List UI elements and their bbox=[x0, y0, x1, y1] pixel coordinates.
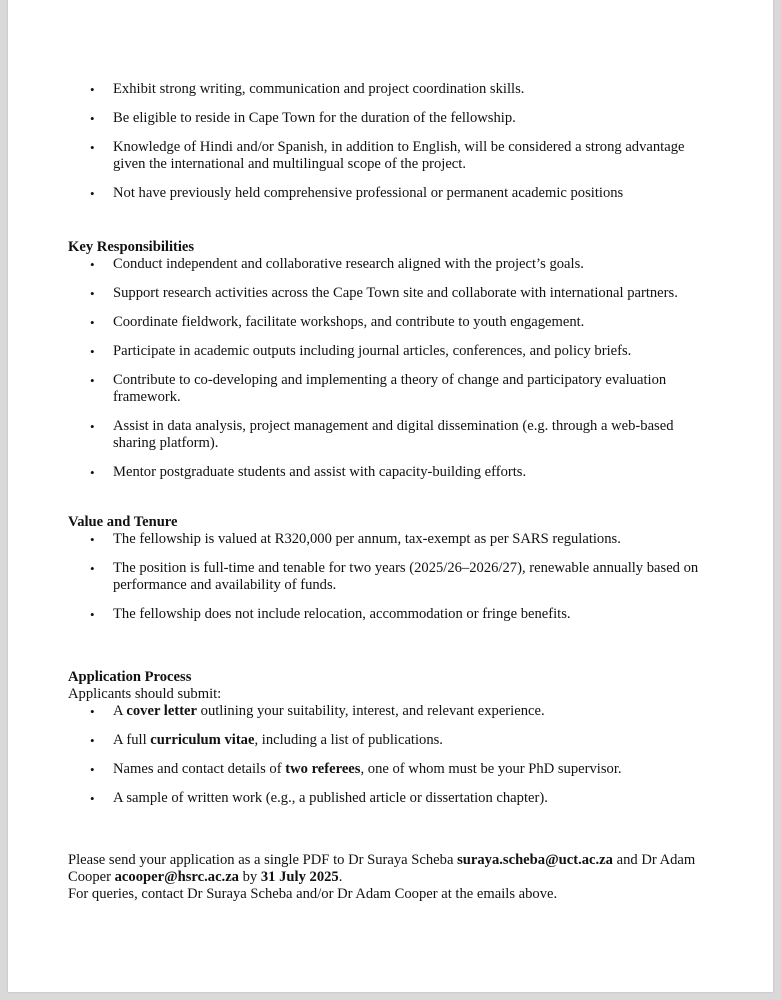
deadline: 31 July 2025 bbox=[260, 869, 339, 885]
application-process-heading: Application Process bbox=[68, 669, 192, 685]
list-item: • Not have previously held comprehensive professional or permanent academic positions bbox=[90, 185, 624, 201]
list-item: • Participate in academic outputs including journal articles, conferences, and policy briefs. bbox=[90, 343, 632, 359]
list-item: • Mentor postgraduate students and assist with capacity-building efforts. bbox=[90, 464, 527, 480]
document-page bbox=[8, 0, 773, 992]
bullet-icon: • bbox=[90, 465, 95, 480]
submission-instructions: Please send your application as a single PDF to Dr Suraya Scheba suraya.scheba@uct.ac.za and Dr Adam Cooper acooper@hsrc.ac.za by 31 July 2025. bbox=[68, 852, 696, 885]
value-tenure-list bbox=[68, 531, 716, 623]
list-item: • The position is full-time and tenable for two years (2025/26–2026/27), renewable annually based on performance and availability of funds. bbox=[90, 560, 699, 593]
bullet-icon: • bbox=[90, 186, 95, 201]
bullet-icon: • bbox=[90, 344, 95, 359]
bullet-icon: • bbox=[90, 373, 95, 388]
list-item: • Conduct independent and collaborative research aligned with the project’s goals. bbox=[90, 256, 584, 272]
list-item: • A cover letter outlining your suitability, interest, and relevant experience. bbox=[90, 703, 545, 719]
email-link-scheba[interactable]: suraya.scheba@uct.ac.za bbox=[457, 852, 613, 868]
list-item: • Exhibit strong writing, communication and project coordination skills. bbox=[90, 81, 525, 97]
list-item: • Coordinate fieldwork, facilitate workshops, and contribute to youth engagement. bbox=[90, 314, 585, 330]
list-item: • The fellowship is valued at R320,000 per annum, tax-exempt as per SARS regulations. bbox=[90, 531, 621, 547]
document-content bbox=[68, 81, 716, 903]
bullet-icon: • bbox=[90, 82, 95, 97]
bullet-icon: • bbox=[90, 561, 95, 576]
bullet-icon: • bbox=[90, 532, 95, 547]
list-item: • Names and contact details of two referees, one of whom must be your PhD supervisor. bbox=[90, 761, 622, 777]
bullet-icon: • bbox=[90, 762, 95, 777]
list-item: • The fellowship does not include relocation, accommodation or fringe benefits. bbox=[90, 606, 571, 622]
application-intro: Applicants should submit: bbox=[68, 686, 222, 702]
bullet-icon: • bbox=[90, 733, 95, 748]
list-item: • Support research activities across the Cape Town site and collaborate with international partners. bbox=[90, 285, 678, 301]
bullet-icon: • bbox=[90, 607, 95, 622]
bullet-icon: • bbox=[90, 315, 95, 330]
bullet-icon: • bbox=[90, 791, 95, 806]
list-item: • Assist in data analysis, project management and digital dissemination (e.g. through a web-based sharing platform). bbox=[90, 418, 674, 451]
bullet-icon: • bbox=[90, 419, 95, 434]
bullet-icon: • bbox=[90, 257, 95, 272]
list-item: • A full curriculum vitae, including a list of publications. bbox=[90, 732, 443, 748]
queries-note: For queries, contact Dr Suraya Scheba and/or Dr Adam Cooper at the emails above. bbox=[68, 886, 558, 902]
list-item: • Contribute to co-developing and implementing a theory of change and participatory evaluation framework. bbox=[90, 372, 667, 405]
list-item: • Be eligible to reside in Cape Town for the duration of the fellowship. bbox=[90, 110, 516, 126]
bullet-icon: • bbox=[90, 140, 95, 155]
value-tenure-heading: Value and Tenure bbox=[68, 514, 178, 530]
key-responsibilities-heading: Key Responsibilities bbox=[68, 239, 195, 255]
eligibility-list bbox=[68, 81, 716, 202]
bullet-icon: • bbox=[90, 704, 95, 719]
responsibilities-list bbox=[68, 256, 716, 481]
email-link-cooper[interactable]: acooper@hsrc.ac.za bbox=[114, 869, 239, 885]
list-item: • Knowledge of Hindi and/or Spanish, in addition to English, will be considered a strong advantage given the international and multilingual scope of the project. bbox=[90, 139, 685, 172]
bullet-icon: • bbox=[90, 111, 95, 126]
application-list bbox=[68, 703, 716, 807]
list-item: • A sample of written work (e.g., a published article or dissertation chapter). bbox=[90, 790, 548, 806]
bullet-icon: • bbox=[90, 286, 95, 301]
